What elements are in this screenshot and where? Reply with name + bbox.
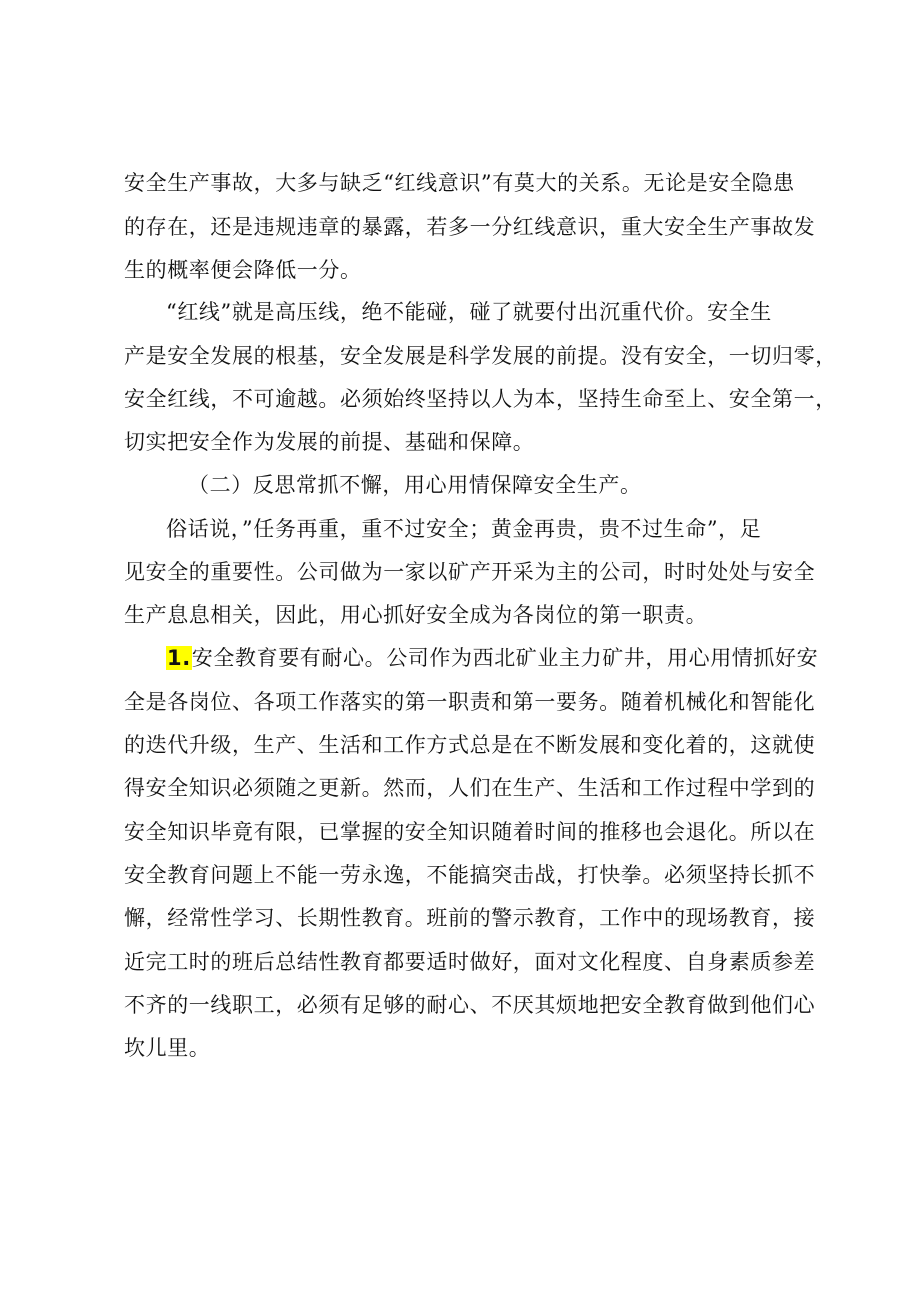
paragraph-1-line-2: 的存在，还是违规违章的暴露，若多一分红线意识，重大安全生产事故发 — [124, 215, 816, 239]
list-number-marker: 1. — [167, 646, 191, 670]
paragraph-4-line-3: 的迭代升级，生产、生活和工作方式总是在不断发展和变化着的，这就使 — [124, 733, 816, 757]
section-heading: （二）反思常抓不懈，用心用情保障安全生产。 — [188, 473, 642, 497]
paragraph-4-line-5: 安全知识毕竟有限，已掌握的安全知识随着时间的推移也会退化。所以在 — [124, 820, 816, 844]
paragraph-1-line-3: 生的概率便会降低一分。 — [124, 258, 362, 282]
paragraph-4-line-1-text: 安全教育要有耐心。公司作为西北矿业主力矿井，用心用情抓好安 — [191, 646, 819, 670]
paragraph-3-line-1: 俗话说，”任务再重，重不过安全；黄金再贵，贵不过生命”，足 — [166, 517, 762, 541]
paragraph-3-line-3: 生产息息相关，因此，用心抓好安全成为各岗位的第一职责。 — [124, 603, 708, 627]
paragraph-4-line-6: 安全教育问题上不能一劳永逸，不能搞突击战，打快拳。必须坚持长抓不 — [124, 863, 816, 887]
paragraph-4-line-2: 全是各岗位、各项工作落实的第一职责和第一要务。随着机械化和智能化 — [124, 690, 816, 714]
paragraph-2-line-1: “红线”就是高压线，绝不能碰，碰了就要付出沉重代价。安全生 — [166, 300, 772, 324]
paragraph-4-line-1 — [166, 643, 818, 673]
paragraph-2-line-4: 切实把安全作为发展的前提、基础和保障。 — [124, 430, 535, 454]
paragraph-3-line-2: 见安全的重要性。公司做为一家以矿产开采为主的公司，时时处处与安全 — [124, 560, 816, 584]
paragraph-2-line-3: 安全红线，不可逾越。必须始终坚持以人为本，坚持生命至上、安全第一， — [124, 387, 837, 411]
paragraph-4-line-4: 得安全知识必须随之更新。然而，人们在生产、生活和工作过程中学到的 — [124, 776, 816, 800]
paragraph-2-line-2: 产是安全发展的根基，安全发展是科学发展的前提。没有安全，一切归零， — [124, 344, 837, 368]
paragraph-1-line-1: 安全生产事故，大多与缺乏“红线意识”有莫大的关系。无论是安全隐患 — [124, 171, 795, 195]
paragraph-4-line-8: 近完工时的班后总结性教育都要适时做好，面对文化程度、自身素质参差 — [124, 950, 816, 974]
paragraph-4-line-10: 坎儿里。 — [124, 1036, 211, 1060]
paragraph-4-line-9: 不齐的一线职工，必须有足够的耐心、不厌其烦地把安全教育做到他们心 — [124, 993, 816, 1017]
paragraph-4-line-7: 懈，经常性学习、长期性教育。班前的警示教育，工作中的现场教育，接 — [124, 906, 816, 930]
